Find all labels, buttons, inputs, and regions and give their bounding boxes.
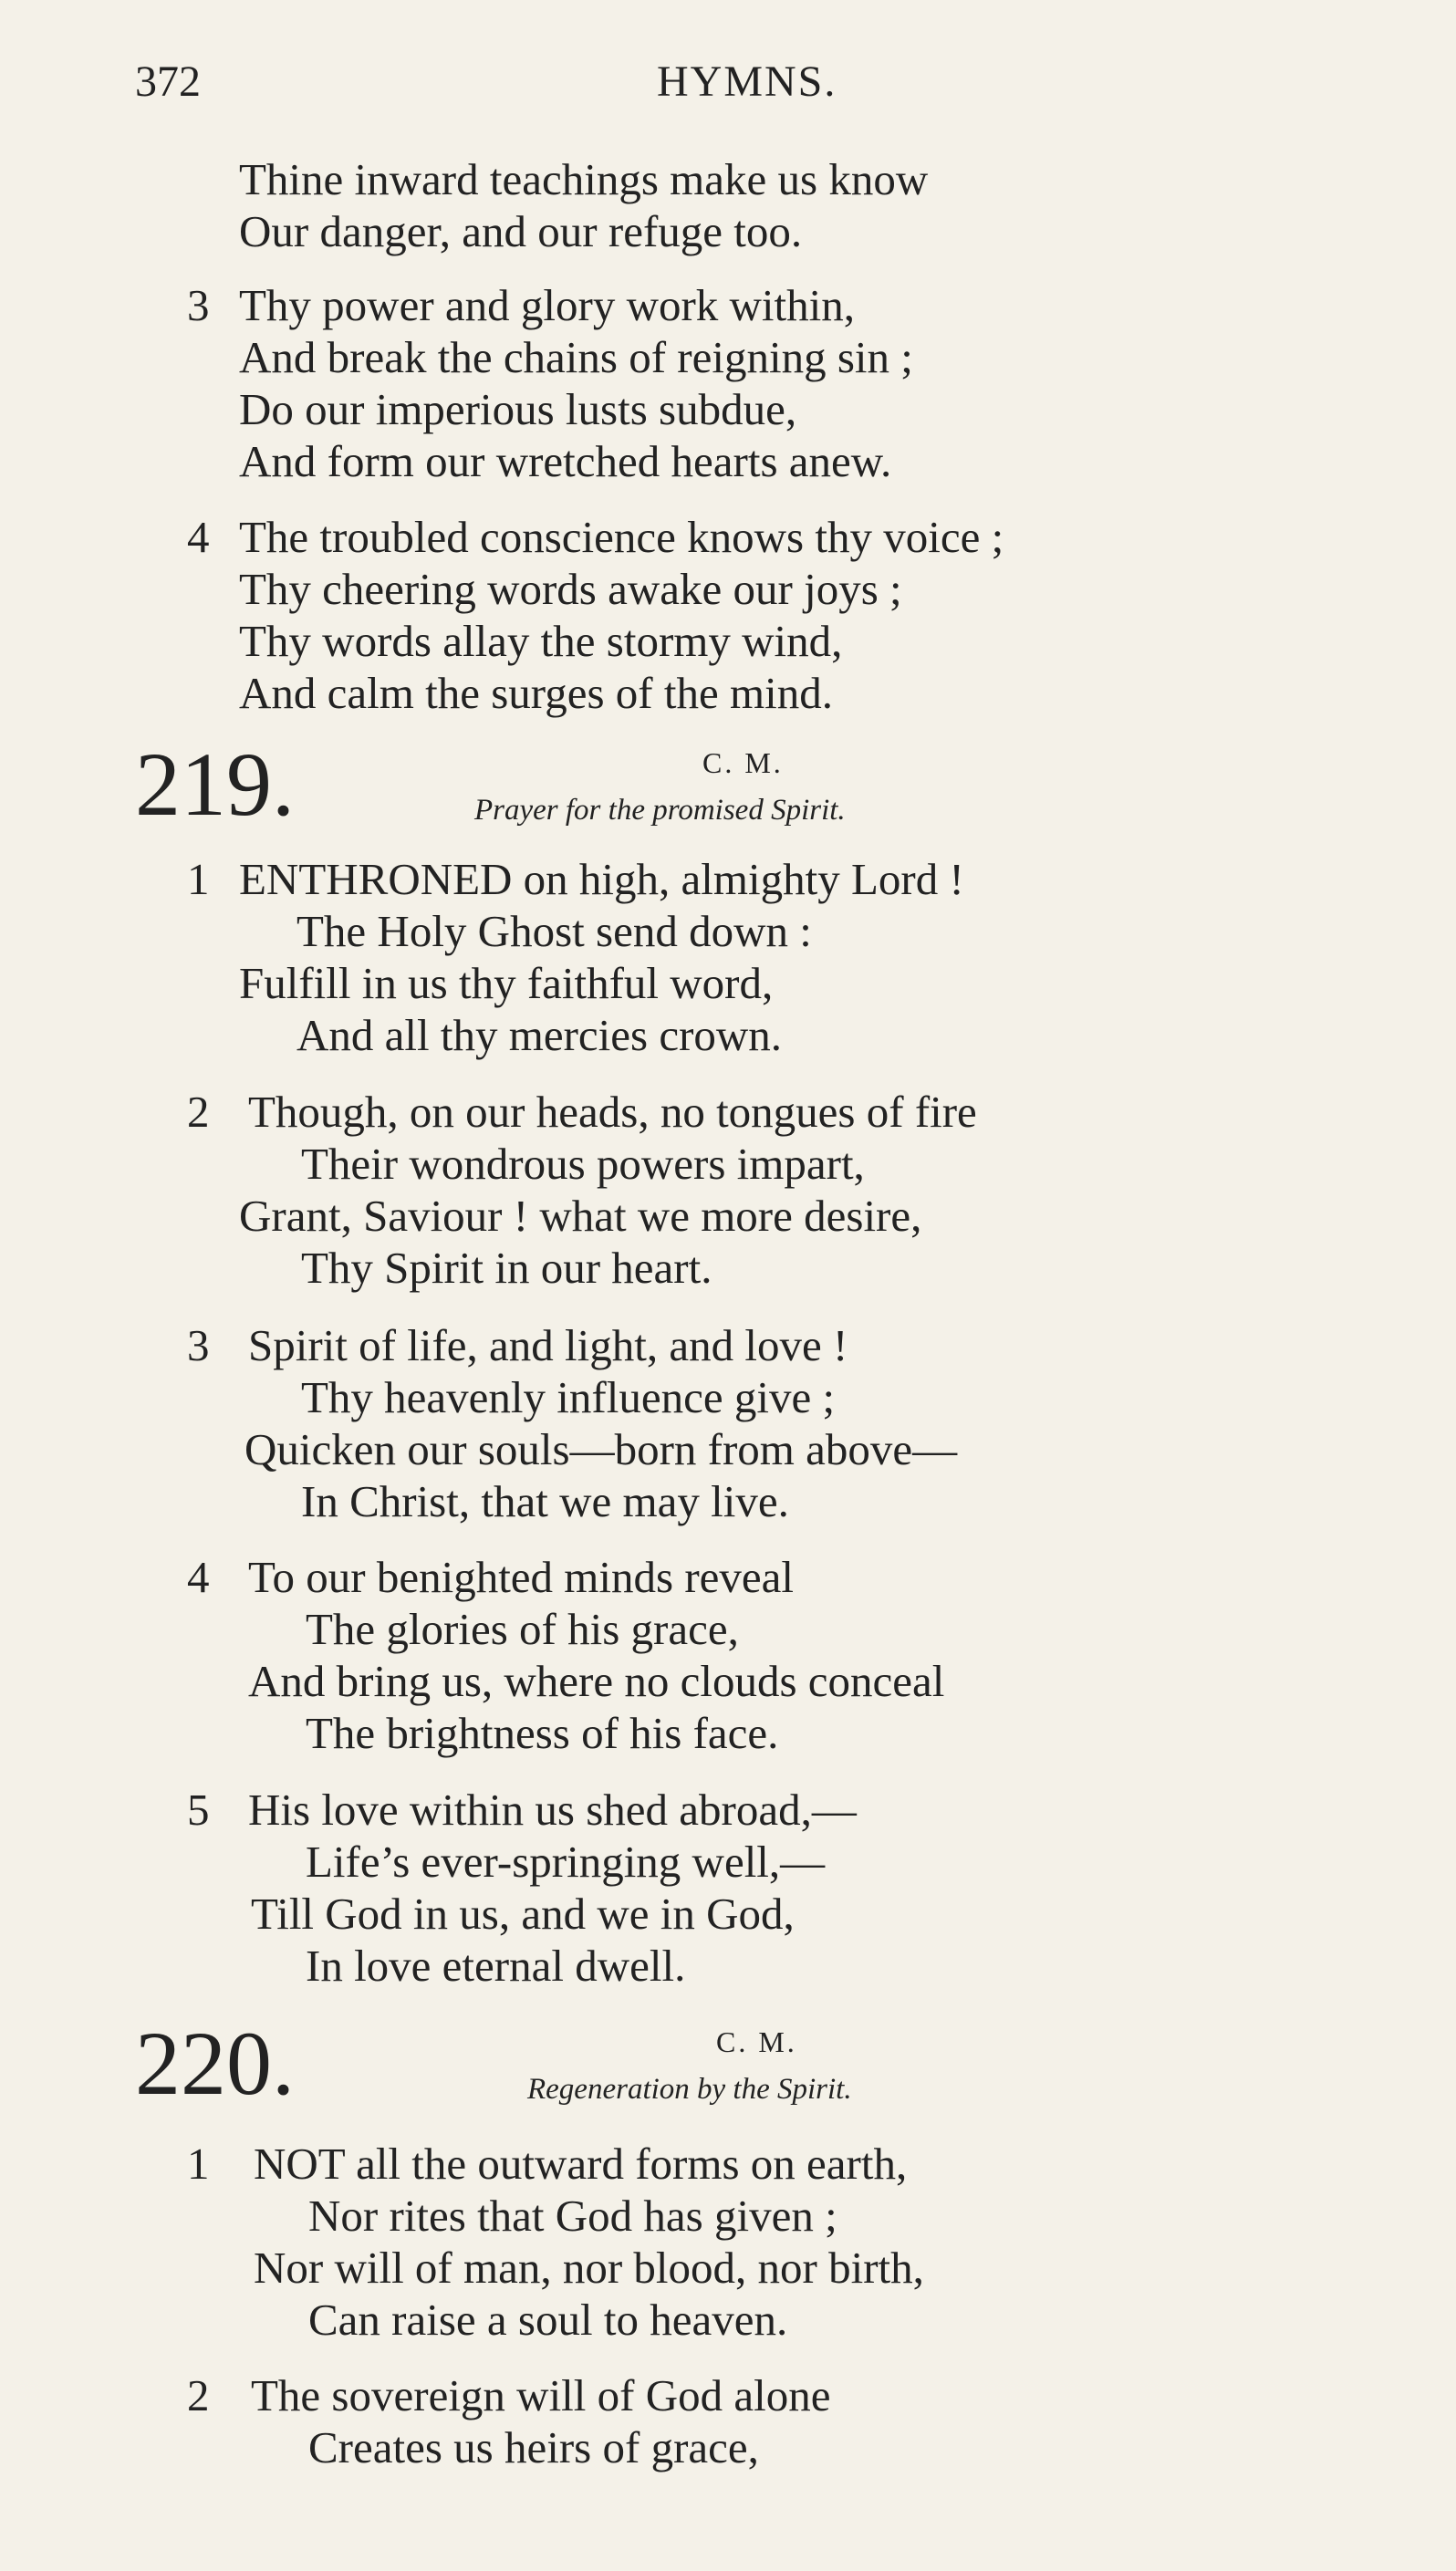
hymn-subtitle: Regeneration by the Spirit. bbox=[527, 2073, 852, 2106]
verse-line: To our benighted minds reveal bbox=[248, 1552, 795, 1602]
verse-line: Can raise a soul to heaven. bbox=[308, 2295, 788, 2345]
verse-line: The sovereign will of God alone bbox=[251, 2370, 831, 2420]
stanza-number: 2 bbox=[187, 2370, 210, 2420]
verse-line: Our danger, and our refuge too. bbox=[239, 206, 803, 256]
verse-line: Thy heavenly influence give ; bbox=[301, 1372, 836, 1422]
hymn-subtitle: Prayer for the promised Spirit. bbox=[474, 794, 846, 827]
verse-line: Thy words allay the stormy wind, bbox=[239, 616, 843, 666]
verse-line: Thine inward teachings make us know bbox=[239, 154, 929, 204]
verse-line: And bring us, where no clouds conceal bbox=[248, 1656, 945, 1706]
hymn-meter: C. M. bbox=[716, 2025, 797, 2058]
verse-line: Though, on our heads, no tongues of fire bbox=[248, 1087, 977, 1137]
verse-line: Quicken our souls—born from above— bbox=[244, 1424, 958, 1474]
verse-line: Do our imperious lusts subdue, bbox=[239, 384, 797, 434]
verse-line: NOT all the outward forms on earth, bbox=[254, 2139, 908, 2189]
verse-line: Grant, Saviour ! what we more desire, bbox=[239, 1191, 922, 1241]
verse-line: The Holy Ghost send down : bbox=[296, 906, 812, 956]
verse-line: And all thy mercies crown. bbox=[296, 1010, 783, 1060]
verse-line: Thy power and glory work within, bbox=[239, 280, 855, 330]
hymn-number: 220. bbox=[135, 2013, 295, 2114]
verse-line: Nor rites that God has given ; bbox=[308, 2191, 837, 2241]
verse-line: ENTHRONED on high, almighty Lord ! bbox=[239, 854, 964, 904]
stanza-number: 3 bbox=[187, 280, 210, 330]
running-title: HYMNS. bbox=[657, 57, 837, 106]
stanza-number: 1 bbox=[187, 2139, 210, 2189]
hymn-meter: C. M. bbox=[702, 746, 784, 779]
verse-line: Thy Spirit in our heart. bbox=[301, 1243, 712, 1293]
verse-line: In Christ, that we may live. bbox=[301, 1476, 789, 1526]
stanza-number: 5 bbox=[187, 1785, 210, 1835]
verse-line: His love within us shed abroad,— bbox=[248, 1785, 857, 1835]
stanza-number: 2 bbox=[187, 1087, 210, 1137]
verse-line: Thy cheering words awake our joys ; bbox=[239, 564, 902, 614]
verse-line: Creates us heirs of grace, bbox=[308, 2422, 759, 2472]
verse-line: The troubled conscience knows thy voice ; bbox=[239, 512, 1004, 562]
verse-line: And break the chains of reigning sin ; bbox=[239, 332, 913, 382]
verse-line: In love eternal dwell. bbox=[306, 1941, 686, 1991]
hymn-number: 219. bbox=[135, 734, 295, 835]
verse-line: The glories of his grace, bbox=[306, 1604, 739, 1654]
verse-line: Till God in us, and we in God, bbox=[251, 1889, 795, 1939]
verse-line: And calm the surges of the mind. bbox=[239, 668, 833, 718]
verse-line: Life’s ever-springing well,— bbox=[306, 1837, 826, 1887]
verse-line: Spirit of life, and light, and love ! bbox=[248, 1320, 848, 1370]
verse-line: The brightness of his face. bbox=[306, 1708, 779, 1758]
stanza-number: 1 bbox=[187, 854, 210, 904]
page-number: 372 bbox=[135, 57, 201, 106]
stanza-number: 4 bbox=[187, 512, 210, 562]
stanza-number: 4 bbox=[187, 1552, 210, 1602]
verse-line: Their wondrous powers impart, bbox=[301, 1139, 865, 1189]
stanza-number: 3 bbox=[187, 1320, 210, 1370]
verse-line: Fulfill in us thy faithful word, bbox=[239, 958, 774, 1008]
verse-line: And form our wretched hearts anew. bbox=[239, 436, 892, 486]
verse-line: Nor will of man, nor blood, nor birth, bbox=[254, 2243, 924, 2293]
